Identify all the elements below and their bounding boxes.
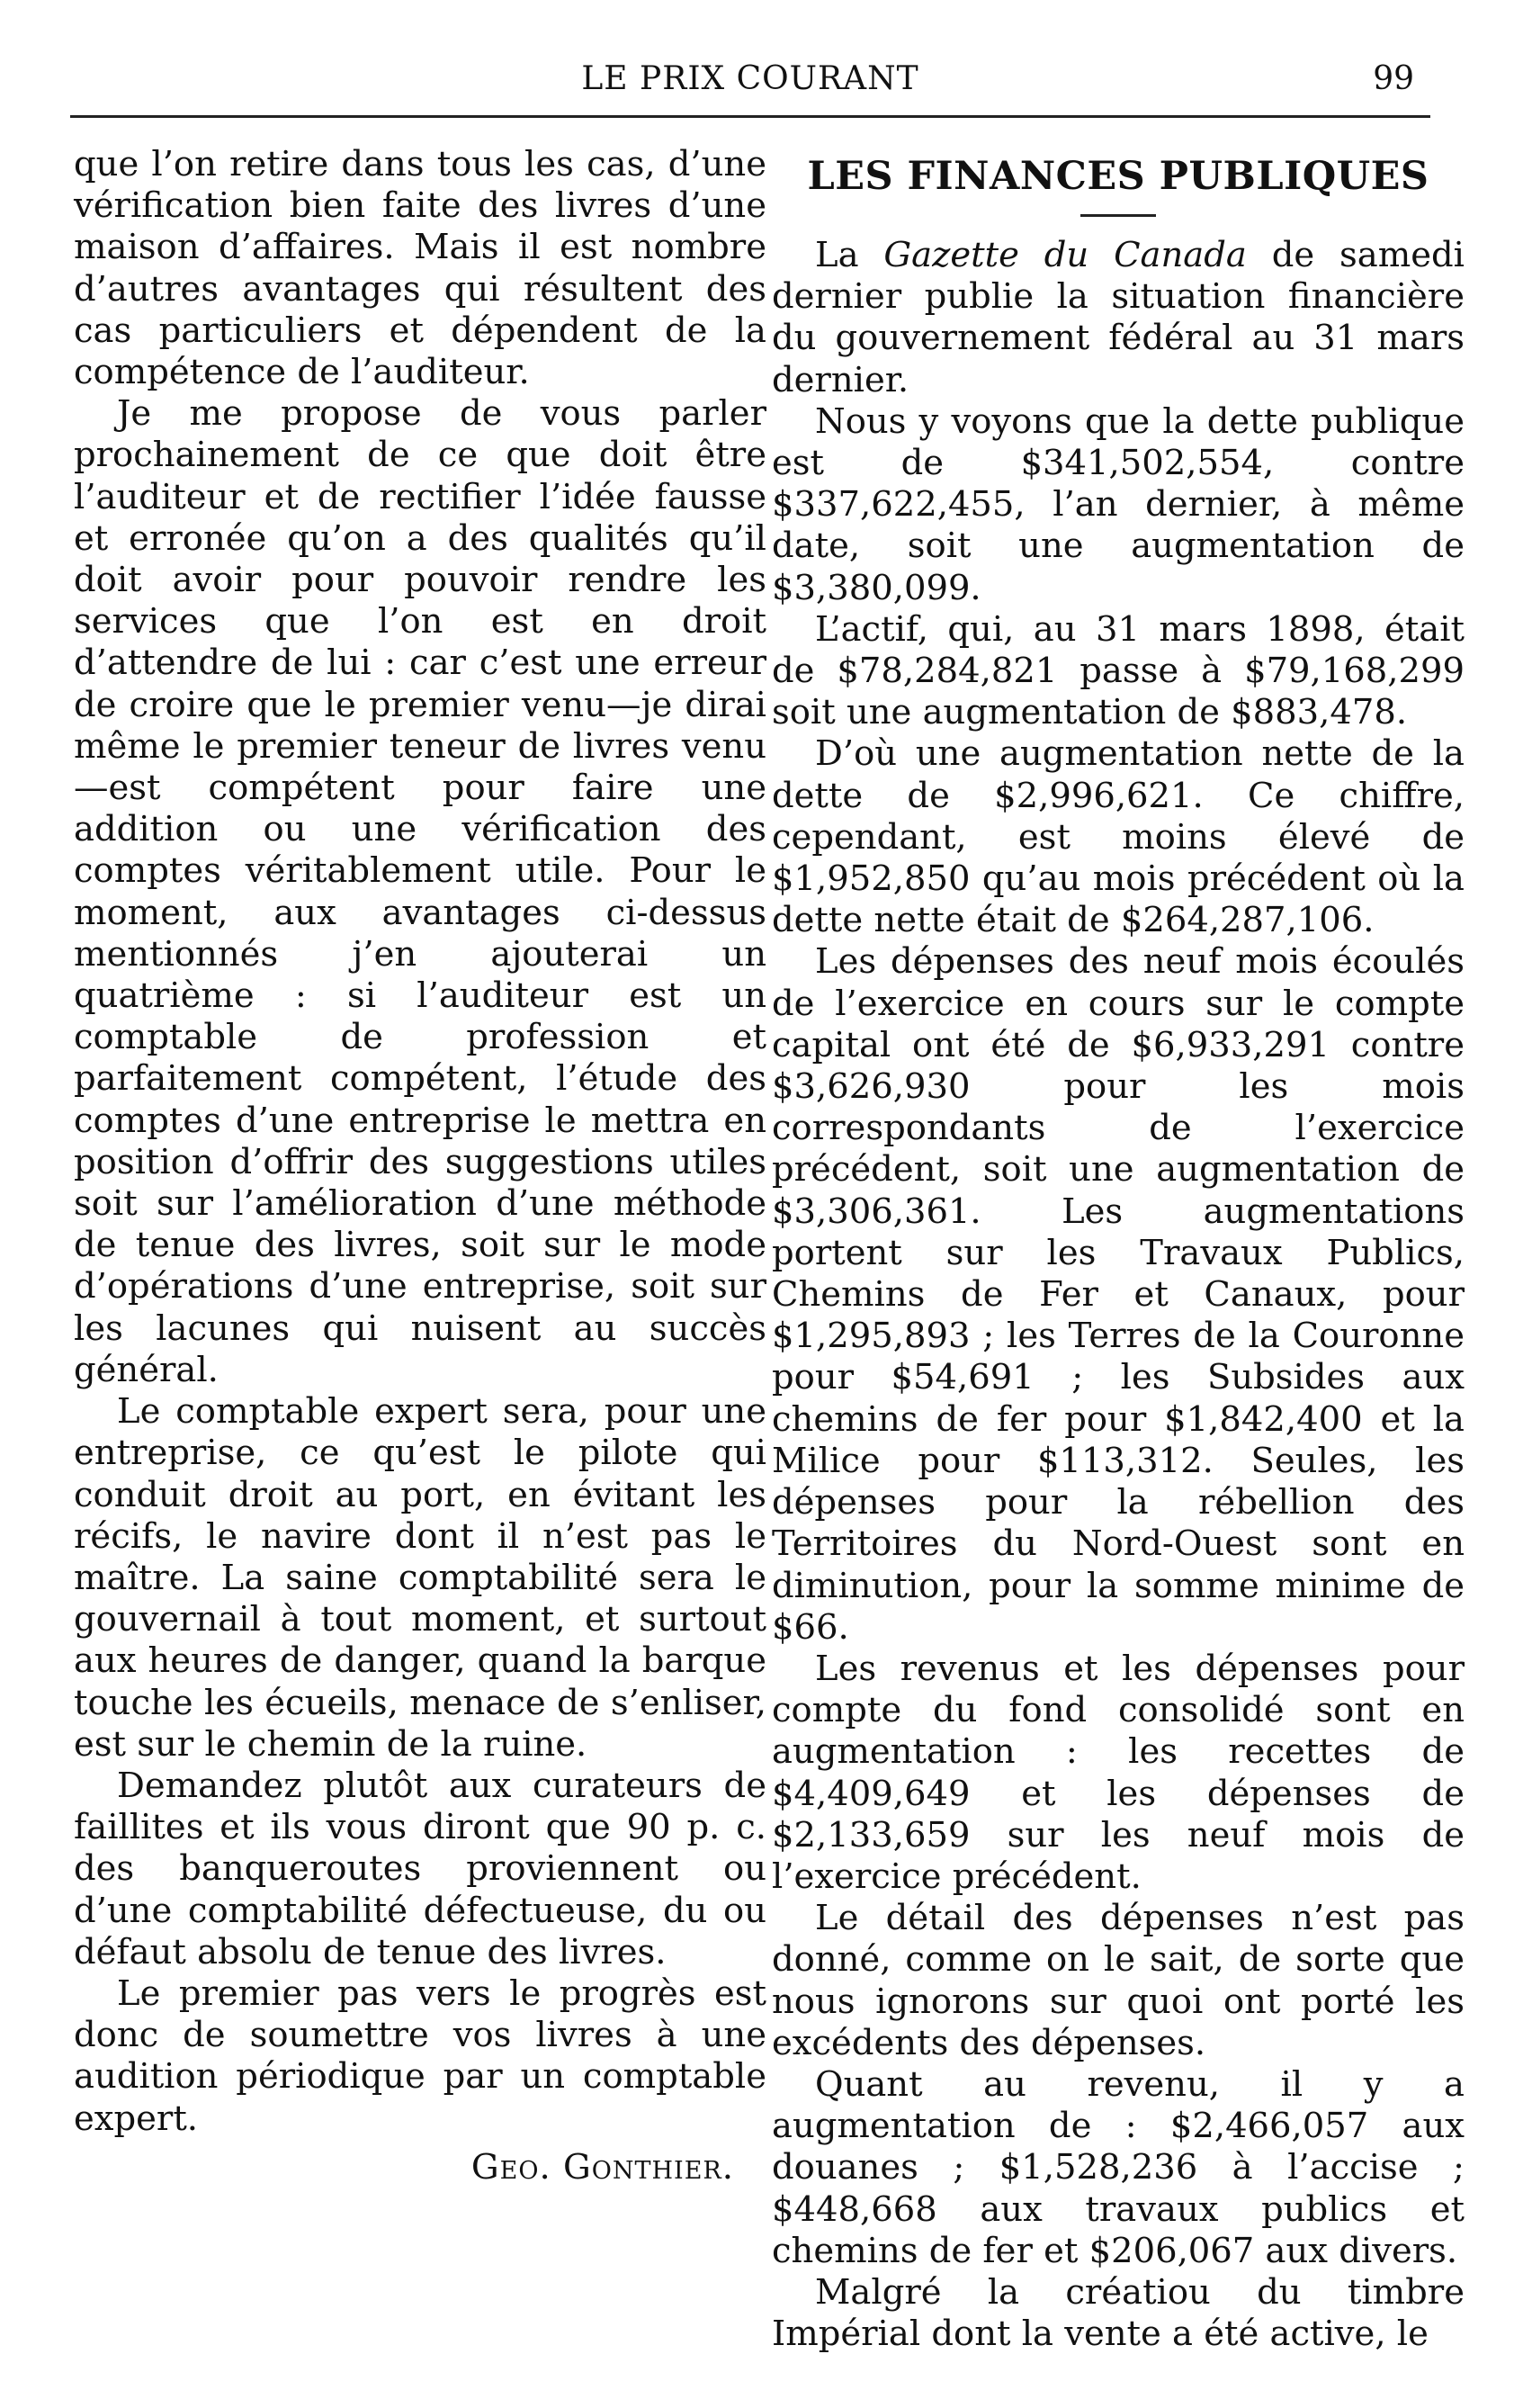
paragraph: Quant au revenu, il y a augmentation de : $2,466,057 aux douanes ; $1,528,236 à l’accise ; $448,668 aux travaux publics et chemins de fer et $206,067 aux divers. xyxy=(772,2063,1465,2271)
paragraph: que l’on retire dans tous les cas, d’une vérification bien faite des livres d’une maison d’affaires. Mais il est nombre d’autres avantages qui résultent des cas particuliers et dépendent de la compétence de l’auditeur. xyxy=(74,144,766,393)
paragraph: Je me propose de vous parler prochainement de ce que doit être l’auditeur et de rectifier l’idée fausse et erronée qu’on a des qualités qu’il doit avoir pour pouvoir rendre les services que l’on est en droit d’attendre de lui : car c’est une erreur de croire que le premier venu—je dirai même le premier teneur de livres venu—est compétent pour faire une addition ou une vérification des comptes véritablement utile. Pour le moment, aux avantages ci-dessus mentionnés j’en ajouterai un quatrième : si l’auditeur est un comptable de profession et parfaitement compétent, l’étude des comptes d’une entreprise le mettra en position d’offrir des suggestions utiles soit sur l’amélioration d’une méthode de tenue des livres, soit sur le mode d’opérations d’une entreprise, soit sur les lacunes qui nuisent au succès général. xyxy=(74,393,766,1390)
left-column xyxy=(74,144,766,2188)
publication-name: Gazette du Canada xyxy=(883,235,1247,275)
article-title: LES FINANCES PUBLIQUES xyxy=(807,154,1429,199)
paragraph: Le premier pas vers le progrès est donc de soumettre vos livres à une audition périodique par un comptable expert. xyxy=(74,1972,766,2139)
paragraph: Le détail des dépenses n’est pas donné, comme on le sait, de sorte que nous ignorons sur quoi ont porté les excédents des dépenses. xyxy=(772,1898,1465,2063)
running-title: LE PRIX COURANT xyxy=(581,60,919,97)
paragraph: Le comptable expert sera, pour une entreprise, ce qu’est le pilote qui conduit droit au port, en évitant les récifs, le navire dont il n’est pas le maître. La saine comptabilité sera le gouvernail à tout moment, et surtout aux heures de danger, quand la barque touche les écueils, menace de s’enliser, est sur le chemin de la ruine. xyxy=(74,1391,766,1765)
paragraph xyxy=(772,235,1465,401)
paragraph: Les revenus et les dépenses pour compte du fond consolidé sont en augmentation : les recettes de $4,409,649 et les dépenses de $2,133,659 sur les neuf mois de l’exercice précédent. xyxy=(772,1648,1465,1897)
paragraph: Les dépenses des neuf mois écoulés de l’exercice en cours sur le compte capital ont été de $6,933,291 contre $3,626,930 pour les mois correspondants de l’exercice précédent, soit une augmentation de $3,306,361. Les augmentations portent sur les Travaux Publics, Chemins de Fer et Canaux, pour $1,295,893 ; les Terres de la Couronne pour $54,691 ; les Subsides aux chemins de fer pour $1,842,400 et la Milice pour $113,312. Seules, les dépenses pour la rébellion des Territoires du Nord-Ouest sont en diminution, pour la somme minime de $66. xyxy=(772,941,1465,1648)
paragraph: L’actif, qui, au 31 mars 1898, était de $78,284,821 passe à $79,168,299 soit une augmentation de $883,478. xyxy=(772,608,1465,733)
page-number: 99 xyxy=(1373,60,1414,97)
title-rule xyxy=(1080,214,1156,217)
paragraph: Demandez plutôt aux curateurs de faillites et ils vous diront que 90 p. c. des banqueroutes proviennent ou d’une comptabilité défectueuse, du ou défaut absolu de tenue des livres. xyxy=(74,1765,766,1972)
paragraph-text: de samedi dernier publie la situation financière du gouvernement fédéral au 31 mars dernier. xyxy=(772,235,1465,400)
paragraph: Malgré la créatiou du timbre Impérial dont la vente a été active, le xyxy=(772,2271,1465,2355)
running-head xyxy=(70,56,1430,103)
header-rule xyxy=(70,115,1430,118)
right-column xyxy=(772,144,1465,2355)
paragraph-text: La xyxy=(815,235,884,275)
author-signature: Geo. Gonthier. xyxy=(470,2146,734,2188)
paragraph: D’où une augmentation nette de la dette de $2,996,621. Ce chiffre, cependant, est moins élevé de $1,952,850 qu’au mois précédent où la dette nette était de $264,287,106. xyxy=(772,733,1465,941)
paragraph: Nous y voyons que la dette publique est de $341,502,554, contre $337,622,455, l’an dernier, à même date, soit une augmentation de $3,380,099. xyxy=(772,400,1465,608)
